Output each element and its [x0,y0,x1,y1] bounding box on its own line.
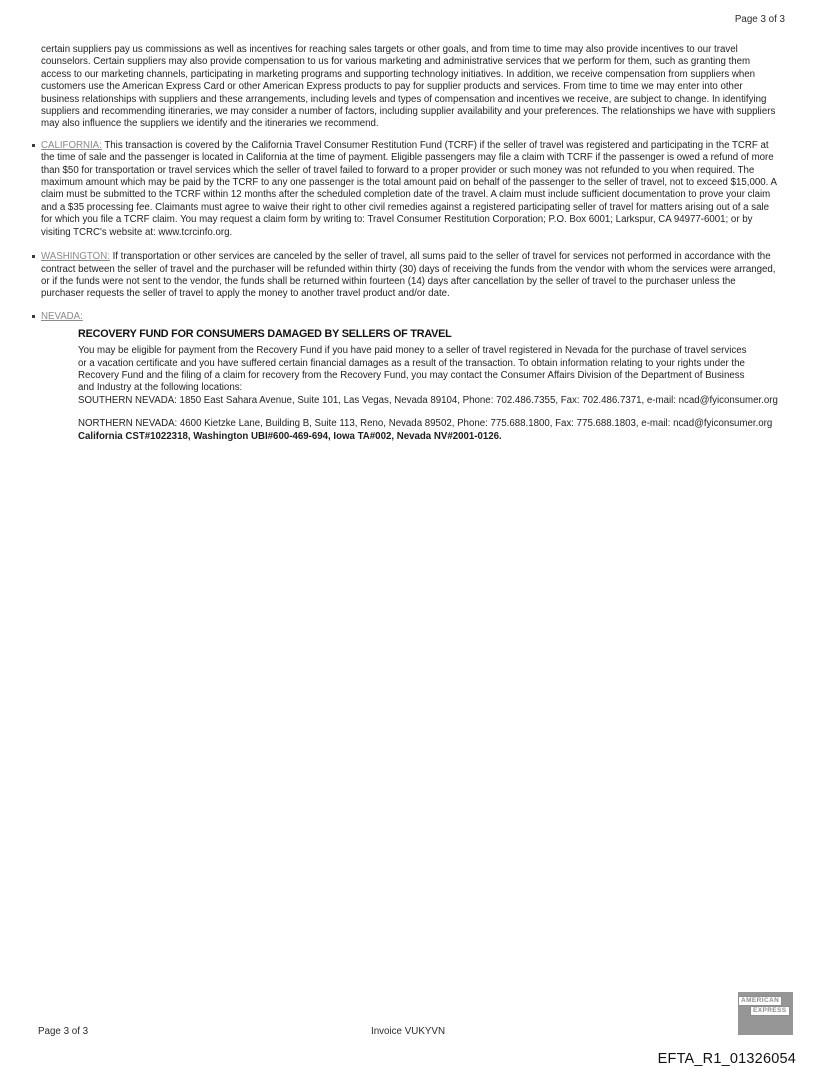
nevada-label: NEVADA: [41,310,83,322]
footer-invoice-number: Invoice VUKYVN [370,1026,446,1037]
nevada-recovery-fund-block [78,327,778,443]
section-washington [41,251,778,301]
southern-nevada-office: SOUTHERN NEVADA: 1850 East Sahara Avenue, Suite 101, Las Vegas, Nevada 89104, Phone: 702.486.7355, Fax: 702.486.7371, e-mail: ncad@fyiconsumer.org [78,394,778,406]
header-page-number: Page 3 of 3 [734,14,785,25]
recovery-fund-heading: RECOVERY FUND FOR CONSUMERS DAMAGED BY SELLERS OF TRAVEL [78,328,452,341]
document-body [41,44,778,443]
amex-logo-word-express: EXPRESS [750,1006,790,1016]
california-label: CALIFORNIA: [41,139,102,151]
intro-paragraph: certain suppliers pay us commissions as well as incentives for reaching sales targets or other goals, and from time to time may also provide incentives to our travel counselors. Certain suppliers may also provide compensation to us for various marketing and administrative services that we perform for them, such as granting them access to our marketing channels, participating in marketing programs and supporting technology initiatives. In addition, we receive compensation from suppliers when customers use the American Express Card or other American Express products to pay for supplier products and services. From time to time we may enter into other business relationships with suppliers and these arrangements, including levels and types of compensation and incentives we receive, are subject to change. In identifying suppliers and recommending itineraries, we may consider a number of factors, including supplier availability and your preferences. The relationships we have with suppliers may also influence the suppliers we identify and the itineraries we recommend. [41,44,776,130]
california-text: This transaction is covered by the California Travel Consumer Restitution Fund (TCRF) if the seller of travel was registered and participating in the TCRF at the time of sale and the passenger is located in California at the time of payment. Eligible passengers may file a claim with TCRF if the passenger is owed a refund of more than $50 for transportation or travel services which the seller of travel failed to forward to a proper provider or such money was not refunded to you when required. The maximum amount which may be paid by the TCRF to any one passenger is the total amount paid on behalf of the passenger to the seller of travel, not to exceed $15,000. A claim must be submitted to the TCRF within 12 months after the scheduled completion date of the travel. A claim must include sufficient documentation to prove your claim and a $35 processing fee. Claimants must agree to waive their right to other civil remedies against a registered participating seller of travel for matters arising out of a sale for which you file a TCRF claim. You may request a claim form by writing to: Travel Consumer Restitution Corporation; P.O. Box 6001; Larkspur, CA 94977-6001; or by visiting TCRC's website at: www.tcrcinfo.org. [41,139,777,238]
washington-text: If transportation or other services are canceled by the seller of travel, all sums paid to the seller of travel for services not performed in accordance with the contract between the seller of travel and the purchaser will be refunded within thirty (30) days of receiving the funds from the vendor with whom the services were arranged, or if the funds were not sent to the vendor, the funds shall be returned within fourteen (14) days after cancellation by the seller of travel to the purchaser unless the purchaser requests the seller of travel to apply the money to another travel product and/or date. [41,251,776,300]
section-california [41,140,778,239]
bullet-icon [32,144,35,147]
amex-logo-word-american: AMERICAN [738,996,782,1006]
bullet-icon [32,315,35,318]
northern-nevada-office: NORTHERN NEVADA: 4600 Kietzke Lane, Building B, Suite 113, Reno, Nevada 89502, Phone: 775.688.1800, Fax: 775.688.1803, e-mail: ncad@fyiconsumer.org [78,418,773,430]
recovery-fund-text: You may be eligible for payment from the Recovery Fund if you have paid money to a seller of travel registered in Nevada for the purchase of travel services or a vacation certificate and you have suffered certain financial damages as a result of the transaction. To obtain information relating to your rights under the Recovery Fund and the filing of a claim for recovery from the Recovery Fund, you may contact the Consumer Affairs Division of the Department of Business and Industry at the following locations: [78,345,747,394]
document-code: EFTA_R1_01326054 [657,1051,796,1067]
bullet-icon [32,255,35,258]
footer-page-number: Page 3 of 3 [38,1026,89,1037]
section-nevada [41,311,778,443]
state-registration-numbers: California CST#1022318, Washington UBI#600-469-694, Iowa TA#002, Nevada NV#2001-0126. [78,430,502,442]
washington-label: WASHINGTON: [41,251,110,263]
